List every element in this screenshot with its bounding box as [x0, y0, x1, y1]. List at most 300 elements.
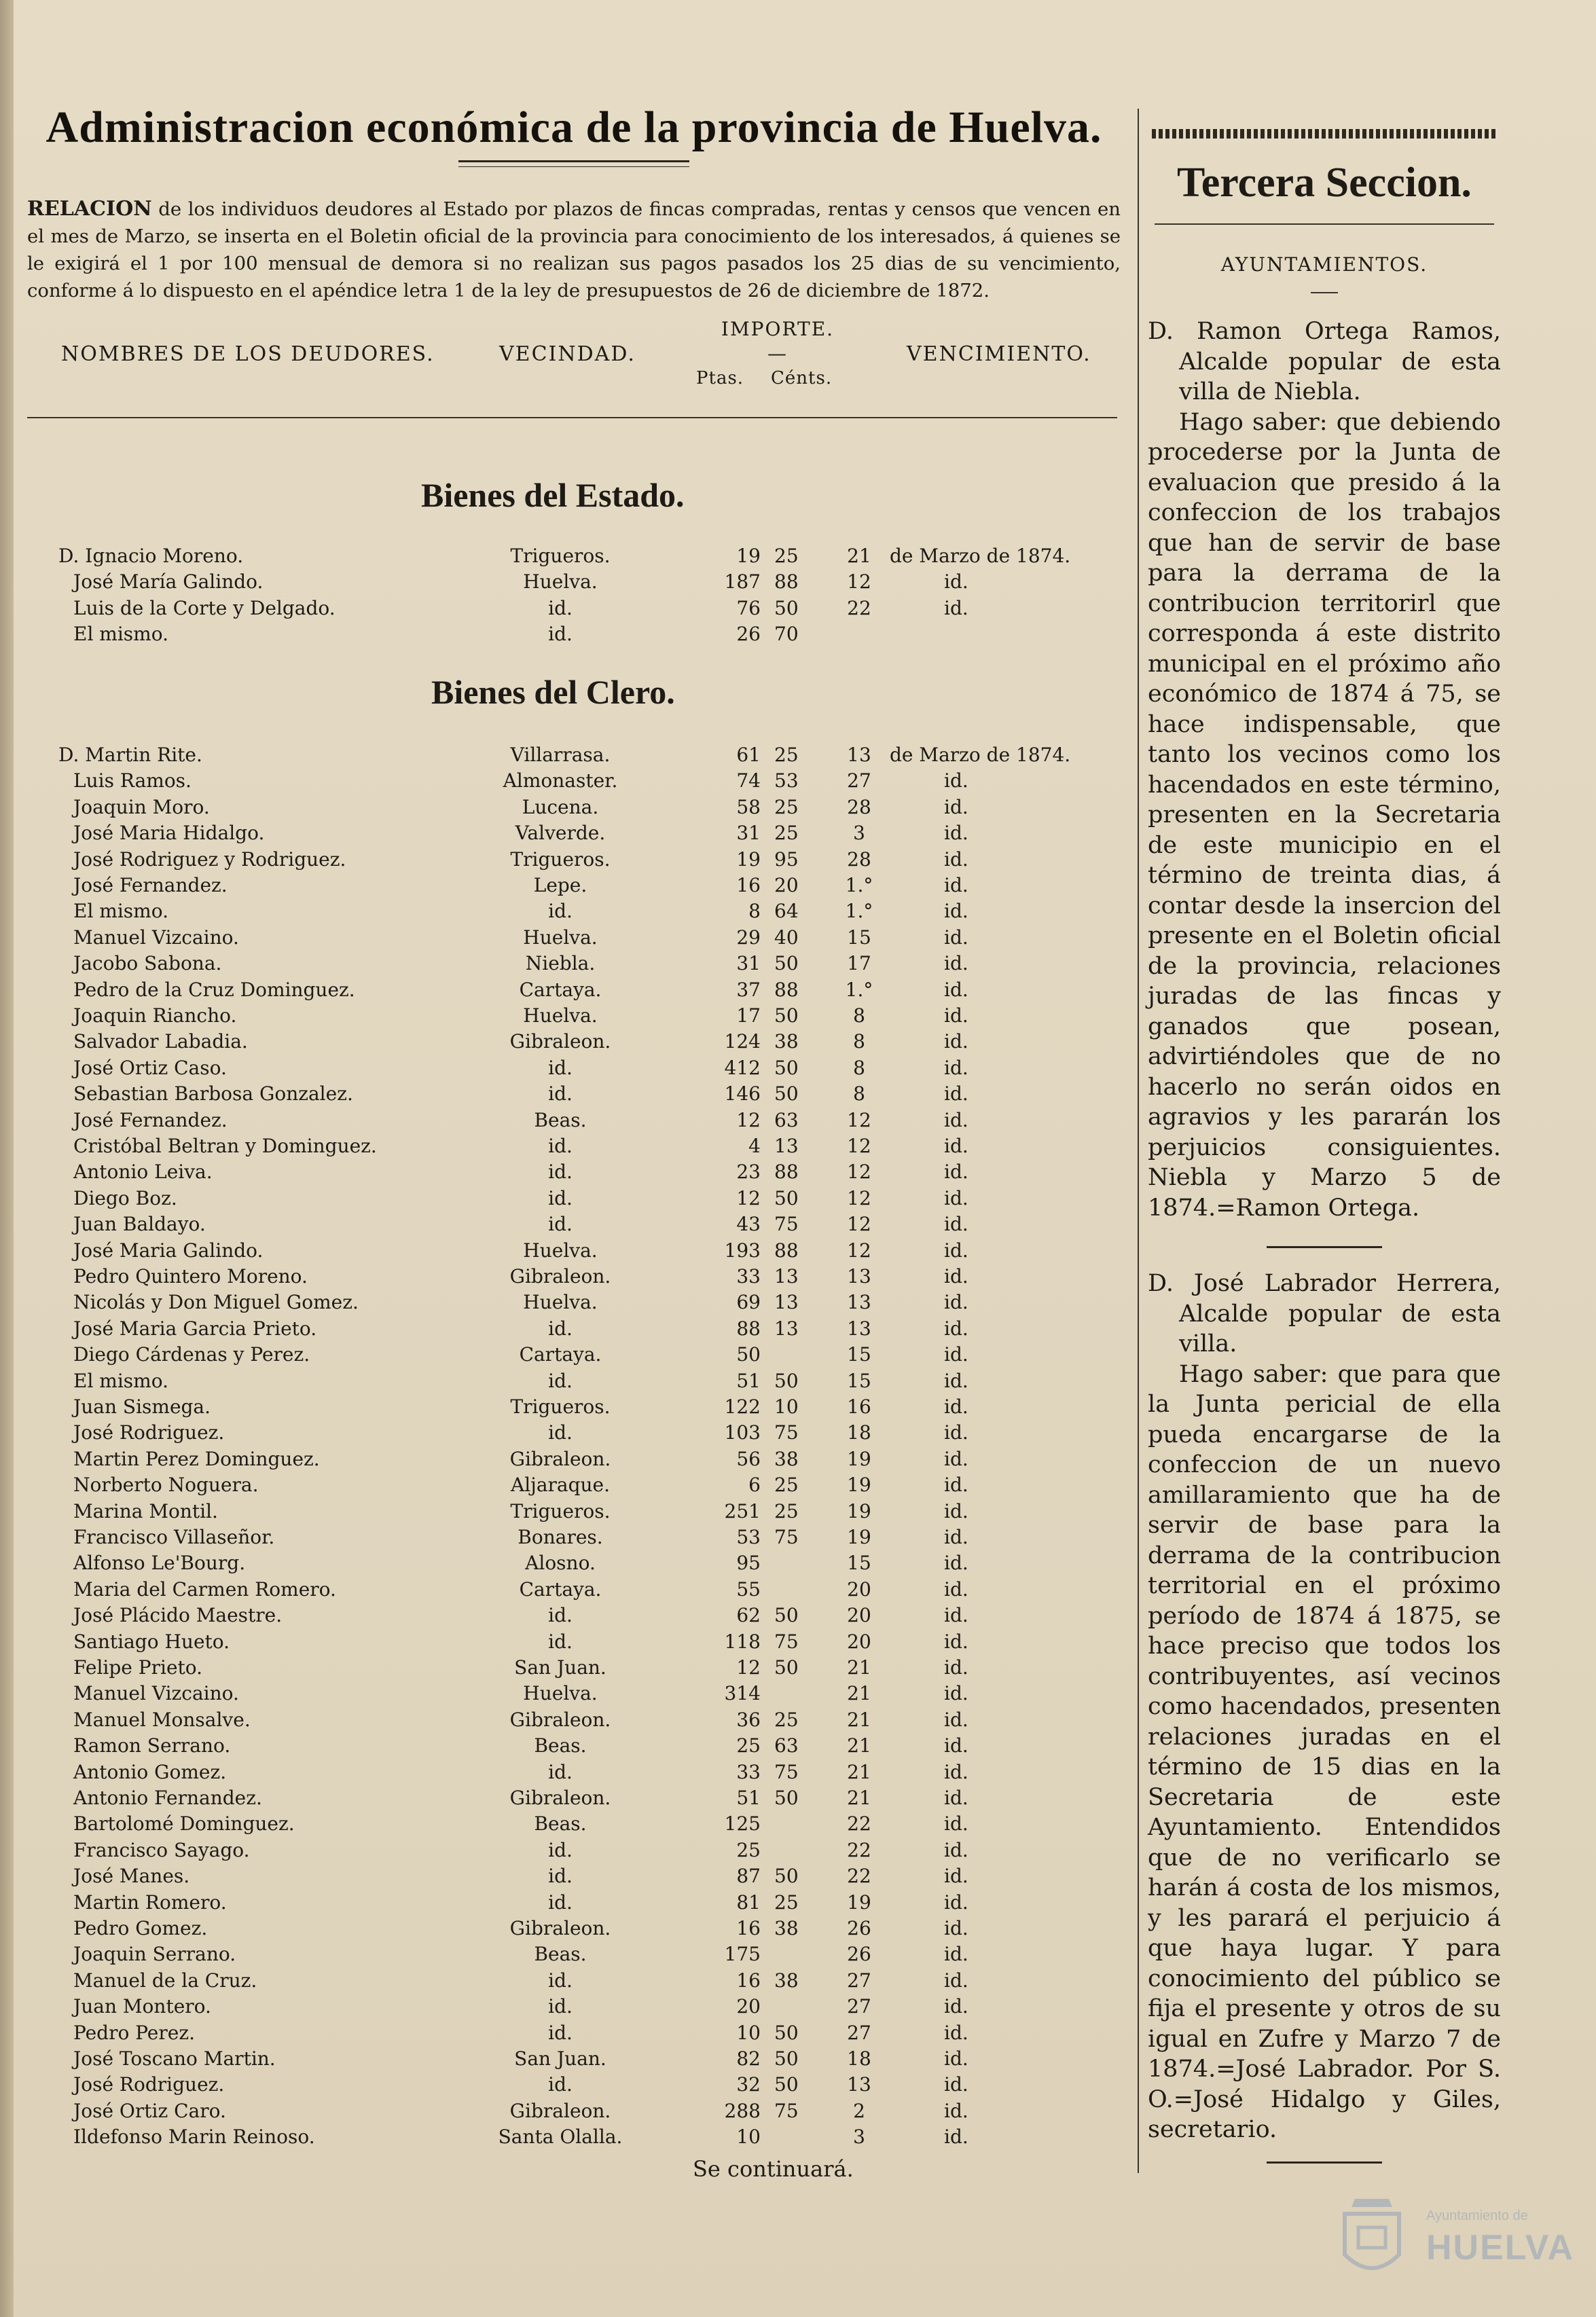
vencimiento-dia: 20 [847, 1577, 871, 1601]
importe-pesetas: 95 [736, 1552, 761, 1575]
vecindad: Huelva. [523, 926, 598, 949]
vecindad: id. [548, 623, 573, 646]
end-rule [1267, 2161, 1382, 2164]
table-row [14, 1029, 1107, 1055]
importe-pesetas: 19 [736, 847, 761, 871]
vencimiento-dia: 1.° [845, 978, 873, 1001]
vecindad: id. [548, 1969, 573, 1992]
vencimiento-dia: 8 [853, 1056, 865, 1079]
vecindad: Gibraleon. [509, 1787, 611, 1809]
debtor-name: José Manes. [73, 1865, 190, 1888]
notice-niebla-body: Hago saber: que debiendo procederse por la Junta de evaluacion que presido á la confeccion de los trabajos que han de servir de base para la derrama de la contribucion territorirl que corresponda á este distrito municipal en el próximo año económico de 1874 á 75, se hace indispensable, que tanto los vecinos como los hacendados en este término, presenten en la Secretaria de este municipio en el término de treinta dias, á contar desde la insercion del presente en el Boletin oficial de la provincia, relaciones juradas de las fincas y ganados que posean, advirtiéndoles que de no hacerlo no serán oidos en agravios y les pararán los perjuicios consiguientes. Niebla y Marzo 5 de 1874.=Ramon Ortega. [1148, 408, 1501, 1222]
importe-centimos: 50 [774, 1056, 799, 1079]
importe-pesetas: 10 [736, 2126, 761, 2149]
importe-centimos: 50 [774, 2073, 799, 2096]
importe-pesetas: 31 [736, 952, 761, 975]
vencimiento-dia: 15 [847, 926, 871, 949]
importe-centimos: 50 [774, 952, 799, 975]
debtor-name: Manuel Monsalve. [73, 1708, 251, 1731]
importe-pesetas: 16 [736, 1969, 761, 1992]
vecindad: id. [548, 2021, 573, 2044]
table-row [14, 1525, 1107, 1550]
importe-centimos: 70 [774, 623, 799, 646]
importe-pesetas: 8 [748, 900, 761, 923]
vencimiento-dia: 3 [853, 822, 865, 845]
table-row [14, 2124, 1107, 2150]
vecindad: id. [548, 1186, 573, 1209]
vecindad: Trigueros. [510, 847, 611, 871]
vencimiento-dia: 27 [847, 1969, 871, 1992]
importe-pesetas: 55 [736, 1577, 761, 1601]
notice-zufre [1148, 1269, 1501, 2145]
main-column [27, 102, 1121, 393]
vecindad: Huelva. [523, 1004, 598, 1027]
debtor-name: Manuel de la Cruz. [73, 1969, 257, 1992]
importe-pesetas: 29 [736, 926, 761, 949]
importe-centimos: 40 [774, 926, 799, 949]
table-row [14, 1968, 1107, 1994]
importe-pesetas: 10 [736, 2021, 761, 2044]
importe-pesetas: 20 [736, 1995, 761, 2018]
importe-pesetas: 288 [724, 2099, 761, 2122]
vencimiento-dia: 1.° [845, 874, 873, 896]
vencimiento-mes: id. [944, 1213, 968, 1236]
vencimiento-mes: id. [944, 1734, 968, 1757]
importe-pesetas: 12 [736, 1186, 761, 1209]
vencimiento-mes: id. [944, 926, 968, 949]
vecindad: id. [548, 1630, 573, 1653]
watermark-small: Ayuntamiento de [1426, 2208, 1528, 2223]
vecindad: id. [548, 1082, 573, 1106]
vecindad: Beas. [534, 1734, 587, 1757]
debtor-name: José Fernandez. [73, 874, 228, 896]
debtor-name: Luis de la Corte y Delgado. [73, 596, 335, 619]
vencimiento-mes: id. [944, 1447, 968, 1470]
vecindad: Huelva. [523, 1239, 598, 1262]
importe-centimos: 13 [774, 1265, 799, 1288]
vencimiento-dia: 28 [847, 847, 871, 871]
importe-pesetas: 25 [736, 1734, 761, 1757]
debtor-name: Antonio Fernandez. [73, 1787, 262, 1809]
importe-centimos: 50 [774, 1865, 799, 1888]
importe-pesetas: 32 [736, 2073, 761, 2096]
importe-centimos: 50 [774, 2047, 799, 2070]
archive-watermark [1331, 2193, 1576, 2295]
vencimiento-dia: 28 [847, 795, 871, 818]
table-row [14, 1550, 1107, 1576]
importe-centimos: 25 [774, 545, 799, 567]
importe-centimos: 50 [774, 1787, 799, 1809]
importe-pesetas: 74 [736, 769, 761, 792]
importe-pesetas: 19 [736, 545, 761, 567]
debtor-name: Juan Montero. [73, 1995, 211, 2018]
debtor-name: Francisco Villaseñor. [73, 1526, 275, 1548]
importe-pesetas: 62 [736, 1604, 761, 1627]
importe-pesetas: 6 [748, 1474, 761, 1497]
vecindad: Beas. [534, 1943, 587, 1966]
debtor-name: José Plácido Maestre. [73, 1604, 283, 1627]
vencimiento-mes: id. [944, 952, 968, 975]
vecindad: id. [548, 1891, 573, 1914]
importe-pesetas: 51 [736, 1369, 761, 1392]
table-row [14, 1081, 1107, 1107]
importe-pesetas: 16 [736, 1917, 761, 1939]
importe-centimos: 25 [774, 1499, 799, 1522]
title-rule [458, 160, 689, 167]
vecindad: Lucena. [522, 795, 599, 818]
table-row [14, 1108, 1107, 1133]
header-vencimiento: VENCIMIENTO. [907, 342, 1091, 366]
table-row [14, 1577, 1107, 1603]
vecindad: id. [548, 1865, 573, 1888]
debtor-name: Pedro Gomez. [73, 1917, 208, 1939]
importe-pesetas: 37 [736, 978, 761, 1001]
vencimiento-mes: de Marzo de 1874. [890, 545, 1071, 567]
debtor-name: D. Martin Rite. [58, 744, 202, 766]
vencimiento-mes: id. [944, 1552, 968, 1575]
vecindad: Aljaraque. [510, 1474, 611, 1497]
vecindad: Cartaya. [519, 1577, 602, 1601]
importe-centimos: 25 [774, 744, 799, 766]
vecindad: Valverde. [515, 822, 606, 845]
importe-pesetas: 118 [724, 1630, 761, 1653]
importe-pesetas: 187 [724, 570, 761, 594]
table-row [14, 1603, 1107, 1628]
debtor-name: José Fernandez. [73, 1108, 228, 1131]
importe-pesetas: 412 [724, 1056, 761, 1079]
vecindad: id. [548, 1213, 573, 1236]
vecindad: Gibraleon. [509, 1708, 611, 1731]
vencimiento-dia: 16 [847, 1395, 871, 1418]
table-row [14, 1264, 1107, 1290]
intro-lead: RELACION [27, 197, 152, 221]
importe-centimos: 13 [774, 1135, 799, 1157]
importe-pesetas: 251 [724, 1499, 761, 1522]
table-row [14, 1003, 1107, 1029]
importe-centimos: 13 [774, 1291, 799, 1314]
table-row [14, 1394, 1107, 1420]
table-row [14, 873, 1107, 898]
vecindad: Gibraleon. [509, 1030, 611, 1053]
debtor-name: Martin Perez Dominguez. [73, 1447, 320, 1470]
vencimiento-mes: id. [944, 847, 968, 871]
debtor-name: Maria del Carmen Romero. [73, 1577, 336, 1601]
vencimiento-mes: id. [944, 1004, 968, 1027]
table-row [14, 2020, 1107, 2046]
table-row [14, 977, 1107, 1003]
importe-centimos: 75 [774, 1526, 799, 1548]
vencimiento-mes: id. [944, 1969, 968, 1992]
notice-zufre-body: Hago saber: que para que la Junta pericial de ella pueda encargarse de la confeccion de un nuevo amillaramiento que ha de servir de base para la derrama de la contribucion territorial en el próximo período de 1874 á 1875, se hace preciso que todos los contribuyentes, así vecinos como hacendados, presenten relaciones juradas en el término de 15 dias en la Secretaria de este Ayuntamiento. Entendidos que de no verificarlo se harán á costa de los mismos, y les parará el perjuicio á que haya lugar. Y para conocimiento del público se fija el presente y otros de su igual en Zufre y Marzo 7 de 1874.=José Labrador. Por S. O.=José Hidalgo y Giles, secretario. [1148, 1360, 1501, 2143]
vencimiento-mes: id. [944, 1526, 968, 1548]
importe-pesetas: 56 [736, 1447, 761, 1470]
header-cents: Cénts. [771, 368, 833, 388]
table-row [14, 1238, 1107, 1264]
importe-pesetas: 76 [736, 596, 761, 619]
vencimiento-dia: 20 [847, 1630, 871, 1653]
table-row [14, 898, 1107, 924]
vecindad: Huelva. [523, 570, 598, 594]
vencimiento-mes: id. [944, 1812, 968, 1836]
vencimiento-dia: 12 [847, 1213, 871, 1236]
vencimiento-mes: id. [944, 769, 968, 792]
vencimiento-dia: 21 [847, 1656, 871, 1679]
vencimiento-mes: id. [944, 1135, 968, 1157]
table-row [14, 2046, 1107, 2072]
vencimiento-dia: 27 [847, 2021, 871, 2044]
debtor-name: Joaquin Serrano. [73, 1943, 236, 1966]
vencimiento-dia: 26 [847, 1943, 871, 1966]
vencimiento-dia: 13 [847, 1265, 871, 1288]
vecindad: id. [548, 900, 573, 923]
importe-pesetas: 175 [724, 1943, 761, 1966]
vecindad: id. [548, 1838, 573, 1861]
vencimiento-mes: id. [944, 2073, 968, 2096]
importe-centimos: 20 [774, 874, 799, 896]
importe-pesetas: 16 [736, 874, 761, 896]
table-row [14, 1159, 1107, 1185]
vencimiento-dia: 8 [853, 1004, 865, 1027]
vencimiento-dia: 21 [847, 1787, 871, 1809]
importe-centimos: 50 [774, 1369, 799, 1392]
debtor-name: Ildefonso Marin Reinoso. [73, 2126, 315, 2149]
vencimiento-mes: id. [944, 1656, 968, 1679]
table-row [14, 1838, 1107, 1863]
debtor-name: Nicolás y Don Miguel Gomez. [73, 1291, 359, 1314]
debtor-name: Luis Ramos. [73, 769, 192, 792]
importe-centimos: 50 [774, 1004, 799, 1027]
vencimiento-dia: 18 [847, 1421, 871, 1444]
section-title-tercera: Tercera Seccion. [1177, 160, 1472, 206]
vencimiento-mes: id. [944, 1943, 968, 1966]
debtor-name: Ramon Serrano. [73, 1734, 231, 1757]
table-row [14, 925, 1107, 951]
notice-niebla-head: D. Ramon Ortega Ramos, Alcalde popular de esta villa de Niebla. [1148, 318, 1501, 405]
debtor-name: Santiago Hueto. [73, 1630, 230, 1653]
header-vecindad: VECINDAD. [499, 342, 636, 366]
table-row [14, 1681, 1107, 1707]
vencimiento-mes: id. [944, 2047, 968, 2070]
vecindad: id. [548, 1369, 573, 1392]
header-ptas: Ptas. [696, 368, 744, 388]
importe-pesetas: 58 [736, 795, 761, 818]
importe-centimos: 75 [774, 1421, 799, 1444]
vencimiento-mes: id. [944, 978, 968, 1001]
vencimiento-dia: 22 [847, 1838, 871, 1861]
importe-centimos: 25 [774, 822, 799, 845]
vecindad: Huelva. [523, 1682, 598, 1705]
vencimiento-mes: id. [944, 1186, 968, 1209]
vecindad: Santa Olalla. [498, 2126, 623, 2149]
vecindad: Beas. [534, 1108, 587, 1131]
table-row [14, 1186, 1107, 1211]
debtor-name: Pedro Perez. [73, 2021, 195, 2044]
debtor-name: José Rodriguez. [73, 1421, 225, 1444]
table-row [14, 1890, 1107, 1916]
importe-centimos: 88 [774, 570, 799, 594]
vencimiento-dia: 21 [847, 1682, 871, 1705]
importe-pesetas: 124 [724, 1030, 761, 1053]
importe-pesetas: 146 [724, 1082, 761, 1106]
table-row [14, 1863, 1107, 1889]
vencimiento-mes: id. [944, 1499, 968, 1522]
table-row [14, 596, 1107, 621]
vencimiento-dia: 19 [847, 1526, 871, 1548]
importe-pesetas: 103 [724, 1421, 761, 1444]
vencimiento-mes: id. [944, 1291, 968, 1314]
vencimiento-dia: 20 [847, 1604, 871, 1627]
crest-icon [1331, 2193, 1413, 2288]
vencimiento-dia: 2 [853, 2099, 865, 2122]
debtor-name: José Ortiz Caso. [73, 1056, 227, 1079]
vencimiento-dia: 15 [847, 1552, 871, 1575]
importe-pesetas: 88 [736, 1317, 761, 1340]
vencimiento-dia: 13 [847, 1317, 871, 1340]
table-row [14, 1759, 1107, 1785]
debtor-name: José Maria Hidalgo. [73, 822, 265, 845]
vencimiento-dia: 8 [853, 1030, 865, 1053]
importe-pesetas: 12 [736, 1656, 761, 1679]
right-column [1148, 129, 1501, 2184]
vecindad: Villarrasa. [510, 744, 611, 766]
vecindad: Lepe. [533, 874, 587, 896]
vencimiento-mes: id. [944, 1917, 968, 1939]
vencimiento-mes: id. [944, 1474, 968, 1497]
vencimiento-mes: id. [944, 1239, 968, 1262]
importe-centimos: 38 [774, 1969, 799, 1992]
vencimiento-dia: 21 [847, 1708, 871, 1731]
vencimiento-dia: 12 [847, 1135, 871, 1157]
importe-pesetas: 43 [736, 1213, 761, 1236]
importe-pesetas: 50 [736, 1343, 761, 1366]
vencimiento-mes: id. [944, 1630, 968, 1653]
vencimiento-dia: 18 [847, 2047, 871, 2070]
newspaper-page [14, 0, 1596, 2317]
vecindad: id. [548, 1317, 573, 1340]
vencimiento-mes: id. [944, 1343, 968, 1366]
debtor-name: Joaquin Moro. [73, 795, 210, 818]
vencimiento-dia: 12 [847, 1108, 871, 1131]
debtor-name: Diego Cárdenas y Perez. [73, 1343, 310, 1366]
importe-pesetas: 25 [736, 1838, 761, 1861]
notice-zufre-head: D. José Labrador Herrera, Alcalde popular de esta villa. [1148, 1270, 1501, 1357]
table-row [14, 1133, 1107, 1159]
watermark-large: HUELVA [1426, 2228, 1575, 2267]
importe-centimos: 53 [774, 769, 799, 792]
table-row [14, 2098, 1107, 2124]
vencimiento-mes: id. [944, 1421, 968, 1444]
vecindad: Cartaya. [519, 1343, 602, 1366]
importe-centimos: 25 [774, 795, 799, 818]
vencimiento-mes: id. [944, 1760, 968, 1783]
table-row [14, 847, 1107, 873]
section-rule [1155, 223, 1494, 225]
ornament-rule [1152, 129, 1497, 139]
vencimiento-dia: 17 [847, 952, 871, 975]
vecindad: Trigueros. [510, 1499, 611, 1522]
vencimiento-dia: 22 [847, 1812, 871, 1836]
importe-centimos: 88 [774, 978, 799, 1001]
debtor-name: D. Ignacio Moreno. [58, 545, 244, 567]
table-row [14, 820, 1107, 846]
vencimiento-mes: id. [944, 596, 968, 619]
vencimiento-mes: id. [944, 2021, 968, 2044]
vencimiento-mes: id. [944, 1682, 968, 1705]
table-header [27, 318, 1121, 393]
vencimiento-dia: 26 [847, 1917, 871, 1939]
vencimiento-mes: id. [944, 1604, 968, 1627]
debtor-name: Pedro Quintero Moreno. [73, 1265, 308, 1288]
vencimiento-mes: de Marzo de 1874. [890, 744, 1071, 766]
vencimiento-dia: 21 [847, 1760, 871, 1783]
debtor-name: Antonio Leiva. [73, 1161, 213, 1184]
debtor-name: Juan Baldayo. [73, 1213, 206, 1236]
importe-centimos: 50 [774, 1656, 799, 1679]
table-row [14, 1707, 1107, 1733]
importe-pesetas: 87 [736, 1865, 761, 1888]
vecindad: San Juan. [514, 2047, 606, 2070]
vencimiento-dia: 12 [847, 1239, 871, 1262]
debtor-name: Felipe Prieto. [73, 1656, 203, 1679]
importe-centimos: 75 [774, 1760, 799, 1783]
vencimiento-dia: 13 [847, 2073, 871, 2096]
debtor-name: El mismo. [73, 900, 168, 923]
table-row [14, 1420, 1107, 1446]
debtor-name: Salvador Labadia. [73, 1030, 248, 1053]
importe-pesetas: 82 [736, 2047, 761, 2070]
debtor-name: Joaquin Riancho. [73, 1004, 237, 1027]
debtor-name: José María Galindo. [73, 570, 264, 594]
importe-pesetas: 51 [736, 1787, 761, 1809]
debtor-name: Manuel Vizcaino. [73, 1682, 239, 1705]
intro-text: de los individuos deudores al Estado por plazos de fincas compradas, rentas y censos que vencen en el mes de Marzo, se inserta en el Boletin oficial de la provincia para conocimiento de los interesados, á quienes se le exigirá el 1 por 100 mensual de demora si no realizan sus pagos pasados los 25 dias de su vencimiento, conforme á lo dispuesto en el apéndice letra 1 de la ley de presupuestos de 26 de diciembre de 1872. [27, 198, 1121, 302]
table-row [14, 1368, 1107, 1394]
page-title: Administracion económica de la provincia de Huelva. [46, 103, 1102, 152]
vencimiento-dia: 15 [847, 1369, 871, 1392]
importe-centimos: 88 [774, 1239, 799, 1262]
table-row [14, 621, 1107, 647]
vencimiento-mes: id. [944, 1577, 968, 1601]
debtor-name: Pedro de la Cruz Dominguez. [73, 978, 355, 1001]
section-title-clero: Bienes del Clero. [431, 673, 675, 711]
vencimiento-mes: id. [944, 1838, 968, 1861]
debtor-name: Bartolomé Dominguez. [73, 1812, 295, 1836]
vencimiento-mes: id. [944, 1708, 968, 1731]
importe-pesetas: 61 [736, 744, 761, 766]
continued-note: Se continuará. [693, 2156, 854, 2182]
vencimiento-mes: id. [944, 2099, 968, 2122]
section-title-estado: Bienes del Estado. [421, 476, 685, 514]
table-row [14, 1499, 1107, 1525]
importe-centimos: 63 [774, 1734, 799, 1757]
vencimiento-dia: 12 [847, 570, 871, 594]
debtor-name: Alfonso Le'Bourg. [73, 1552, 246, 1575]
importe-pesetas: 33 [736, 1760, 761, 1783]
vencimiento-dia: 22 [847, 1865, 871, 1888]
vencimiento-dia: 19 [847, 1447, 871, 1470]
vecindad: Gibraleon. [509, 1917, 611, 1939]
vencimiento-dia: 12 [847, 1161, 871, 1184]
debtor-name: Sebastian Barbosa Gonzalez. [73, 1082, 353, 1106]
vencimiento-mes: id. [944, 822, 968, 845]
vecindad: Almonaster. [503, 769, 618, 792]
importe-centimos: 75 [774, 1630, 799, 1653]
debtor-name: Cristóbal Beltran y Dominguez. [73, 1135, 377, 1157]
debtor-name: Francisco Sayago. [73, 1838, 250, 1861]
importe-pesetas: 193 [724, 1239, 761, 1262]
vecindad: id. [548, 596, 573, 619]
importe-centimos: 75 [774, 1213, 799, 1236]
